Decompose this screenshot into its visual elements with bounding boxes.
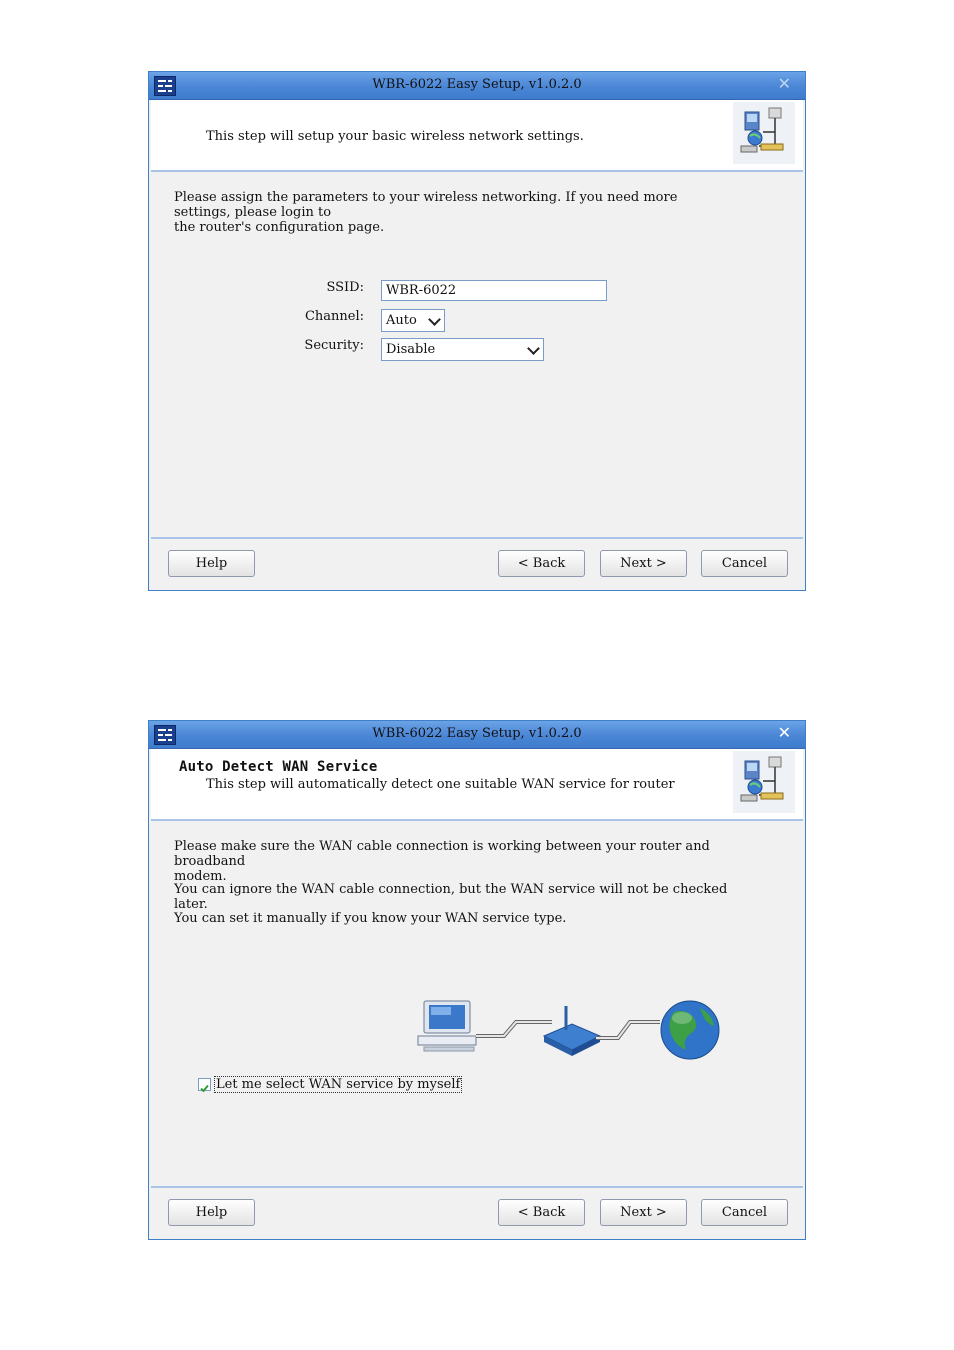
computer-icon [418,1001,476,1051]
check-icon [199,1083,210,1094]
channel-value: Auto [386,313,417,328]
back-button[interactable]: < Back [498,550,585,577]
back-button[interactable]: < Back [498,1199,585,1226]
footer-divider [151,537,803,539]
instructions-paragraph [174,839,734,884]
footer-divider [151,1186,803,1188]
ssid-label: SSID: [326,280,364,295]
next-button[interactable]: Next > [600,550,687,577]
instructions-line: the router's configuration page. [174,220,385,235]
help-button[interactable]: Help [168,550,255,577]
chevron-down-icon [428,313,441,326]
ssid-input[interactable]: WBR-6022 [381,280,607,301]
select-wan-checkbox[interactable] [198,1078,211,1091]
instructions [174,190,734,235]
instructions-paragraph: You can ignore the WAN cable connection, but the WAN service will not be checked later. [174,882,728,912]
channel-label: Channel: [304,309,364,324]
wan-detect-dialog [148,720,806,1240]
title-bar[interactable] [149,72,805,100]
security-select[interactable] [381,338,544,361]
select-wan-checkbox-label[interactable]: Let me select WAN service by myself [216,1077,461,1092]
cancel-button[interactable]: Cancel [701,1199,788,1226]
next-button[interactable]: Next > [600,1199,687,1226]
header-title: Auto Detect WAN Service [179,759,378,775]
cancel-button[interactable]: Cancel [701,550,788,577]
wan-connection-diagram [404,996,724,1064]
instructions-line: modem. [174,869,227,884]
help-button[interactable]: Help [168,1199,255,1226]
header-subtitle: This step will automatically detect one suitable WAN service for router [206,777,675,792]
channel-select[interactable] [381,309,445,332]
window-title: WBR-6022 Easy Setup, v1.0.2.0 [372,77,582,92]
security-label: Security: [304,338,364,353]
close-icon[interactable]: ✕ [777,723,791,742]
network-setup-icon [733,102,795,164]
close-icon[interactable]: ✕ [777,74,791,93]
instructions-line: Please assign the parameters to your wireless networking. If you need more settings, please login to [174,190,678,220]
router-icon [544,1006,600,1056]
instructions-line: Please make sure the WAN cable connection is working between your router and broadband [174,839,710,869]
wizard-header [151,100,803,172]
chevron-down-icon [527,342,540,355]
header-description: This step will setup your basic wireless network settings. [206,129,584,144]
security-value: Disable [386,342,436,357]
wizard-header [151,749,803,821]
instructions-paragraph: You can set it manually if you know your WAN service type. [174,911,567,926]
globe-icon [661,1001,719,1059]
title-bar[interactable] [149,721,805,749]
window-title: WBR-6022 Easy Setup, v1.0.2.0 [372,726,582,741]
wireless-settings-dialog [148,71,806,591]
network-setup-icon [733,751,795,813]
